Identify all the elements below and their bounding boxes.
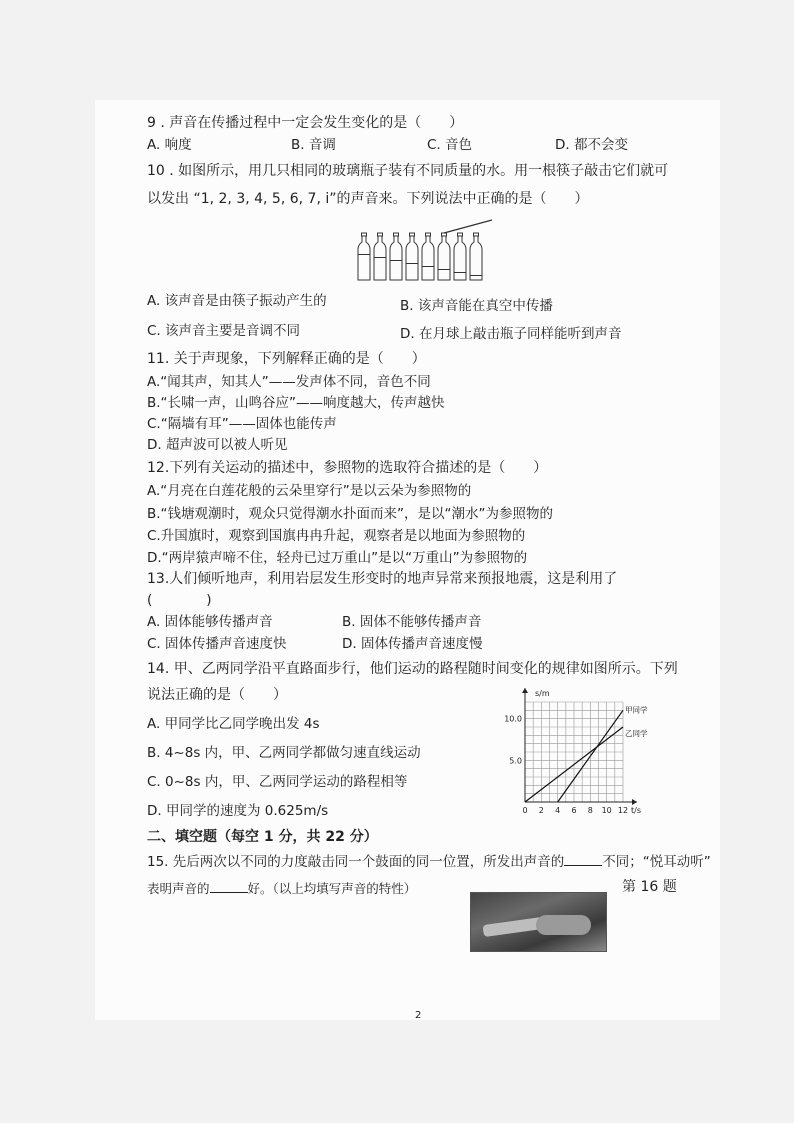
x-tick-label: 2: [538, 806, 544, 815]
bottle-cap: [378, 233, 383, 236]
bottles-figure: [352, 216, 500, 284]
bottle: [358, 233, 370, 280]
bottle: [422, 233, 434, 280]
q15-blank-2[interactable]: [210, 880, 248, 893]
q12-option-b: B.“钱塘观潮时，观众只觉得潮水扑面而来”，是以“潮水”为参照物的: [147, 506, 554, 522]
q10-line2: 以发出 “1, 2, 3, 4, 5, 6, 7, i”的声音来。下列说法中正确的是（ ）: [147, 191, 589, 207]
q11-option-c: C.“隔墙有耳”——固体也能传声: [147, 416, 337, 432]
bottle: [470, 233, 482, 280]
x-tick-label: 10: [601, 806, 612, 815]
bottle: [454, 233, 466, 280]
q10-line1: 10 . 如图所示，用几只相同的玻璃瓶子装有不同质量的水。用一根筷子敲击它们就可: [147, 163, 669, 179]
q12-option-c: C.升国旗时，观察到国旗冉冉升起，观察者是以地面为参照物的: [147, 528, 526, 544]
bottle-body: [470, 236, 482, 280]
q10-option-a: A. 该声音是由筷子振动产生的: [147, 293, 327, 309]
bottle-body: [406, 236, 418, 280]
q14-line1: 14. 甲、乙两同学沿平直路面步行，他们运动的路程随时间变化的规律如图所示。下列: [147, 661, 678, 677]
y-axis-arrow: [522, 688, 528, 693]
q16-label: 第 16 题: [622, 879, 677, 895]
q10-option-d: D. 在月球上敲击瓶子同样能听到声音: [400, 326, 622, 342]
q12-stem: 12.下列有关运动的描述中，参照物的选取符合描述的是（ ）: [147, 460, 548, 476]
y-tick-label: 10.0: [504, 714, 522, 724]
q14-option-b: B. 4~8s 内，甲、乙两同学都做匀速直线运动: [147, 745, 421, 761]
q13-line1: 13.人们倾听地声，利用岩层发生形变时的地声异常来预报地震，这是利用了: [147, 571, 618, 587]
q14-option-d: D. 甲同学的速度为 0.625m/s: [147, 803, 329, 819]
chopstick: [444, 220, 492, 233]
q15-part4: 好。（以上均填写声音的特性）: [247, 881, 417, 896]
bottle-cap: [410, 233, 415, 236]
q10-option-b: B. 该声音能在真空中传播: [400, 298, 553, 314]
q9-option-a: A. 响度: [147, 137, 192, 153]
bottle-body: [454, 236, 466, 280]
q13-option-a: A. 固体能够传播声音: [147, 614, 273, 630]
q13-option-d: D. 固体传播声音速度慢: [342, 636, 483, 652]
q16-photo-object: [536, 915, 591, 935]
bottle: [438, 233, 450, 280]
q15-part3: 表明声音的: [147, 881, 210, 896]
bottle-body: [422, 236, 434, 280]
q11-option-d: D. 超声波可以被人听见: [147, 437, 288, 453]
bottle: [390, 233, 402, 280]
legend-yi: 乙同学: [625, 729, 648, 738]
q15-line1: [147, 853, 711, 871]
x-axis-arrow: [632, 799, 637, 805]
bottle-body: [438, 236, 450, 280]
x-tick-label: 12: [617, 806, 629, 815]
q15-line2: [147, 880, 416, 898]
y-tick-label: 5.0: [509, 756, 522, 766]
q16-photo-arm: [482, 917, 543, 937]
x-tick-label: 0: [522, 806, 528, 815]
bottle-cap: [474, 233, 479, 236]
q15-part1: 15. 先后两次以不同的力度敲击同一个鼓面的同一位置，所发出声音的: [147, 854, 565, 870]
q10-option-c: C. 该声音主要是音调不同: [147, 323, 301, 339]
bottle-row: [358, 233, 482, 280]
q14-option-c: C. 0~8s 内，甲、乙两同学运动的路程相等: [147, 774, 408, 790]
legend-jia: 甲同学: [625, 705, 648, 715]
x-tick-label: 8: [587, 806, 593, 815]
q11-option-a: A.“闻其声，知其人”——发声体不同，音色不同: [147, 374, 431, 390]
q15-blank-1[interactable]: [564, 853, 602, 866]
q13-option-c: C. 固体传播声音速度快: [147, 636, 287, 652]
q11-option-b: B.“长啸一声，山鸣谷应”——响度越大，传声越快: [147, 395, 445, 411]
bottle-cap: [362, 233, 367, 236]
q9-stem: 9 . 声音在传播过程中一定会发生变化的是（ ）: [147, 115, 464, 131]
q11-stem: 11. 关于声现象，下列解释正确的是（ ）: [147, 351, 426, 367]
bottle-body: [358, 236, 370, 280]
q14-option-a: A. 甲同学比乙同学晚出发 4s: [147, 716, 320, 732]
x-axis-label: t/s: [631, 806, 641, 815]
q16-photo: [470, 892, 607, 952]
bottle-cap: [394, 233, 399, 236]
q15-part2: 不同；“悦耳动听”: [602, 854, 711, 870]
bottle-cap: [458, 233, 463, 236]
x-tick-label: 4: [555, 806, 561, 815]
st-chart: [500, 684, 680, 816]
q9-option-b: B. 音调: [291, 137, 336, 153]
section-fill-in-title: 二、填空题（每空 1 分，共 22 分）: [147, 829, 378, 845]
bottle-cap: [426, 233, 431, 236]
q13-line2: ( ): [147, 592, 212, 608]
bottle: [374, 233, 386, 280]
q12-option-a: A.“月亮在白莲花般的云朵里穿行”是以云朵为参照物的: [147, 483, 472, 499]
q13-option-b: B. 固体不能够传播声音: [342, 614, 482, 630]
y-axis-label: s/m: [535, 689, 550, 698]
q12-option-d: D.“两岸猿声啼不住，轻舟已过万重山”是以“万重山”为参照物的: [147, 550, 528, 566]
q9-option-d: D. 都不会变: [555, 137, 628, 153]
bottle-body: [390, 236, 402, 280]
bottle-cap: [442, 233, 447, 236]
page-number: 2: [415, 1010, 422, 1021]
x-tick-label: 6: [571, 806, 577, 815]
q9-option-c: C. 音色: [427, 137, 473, 153]
bottle: [406, 233, 418, 280]
q14-line2: 说法正确的是（ ）: [147, 687, 287, 703]
